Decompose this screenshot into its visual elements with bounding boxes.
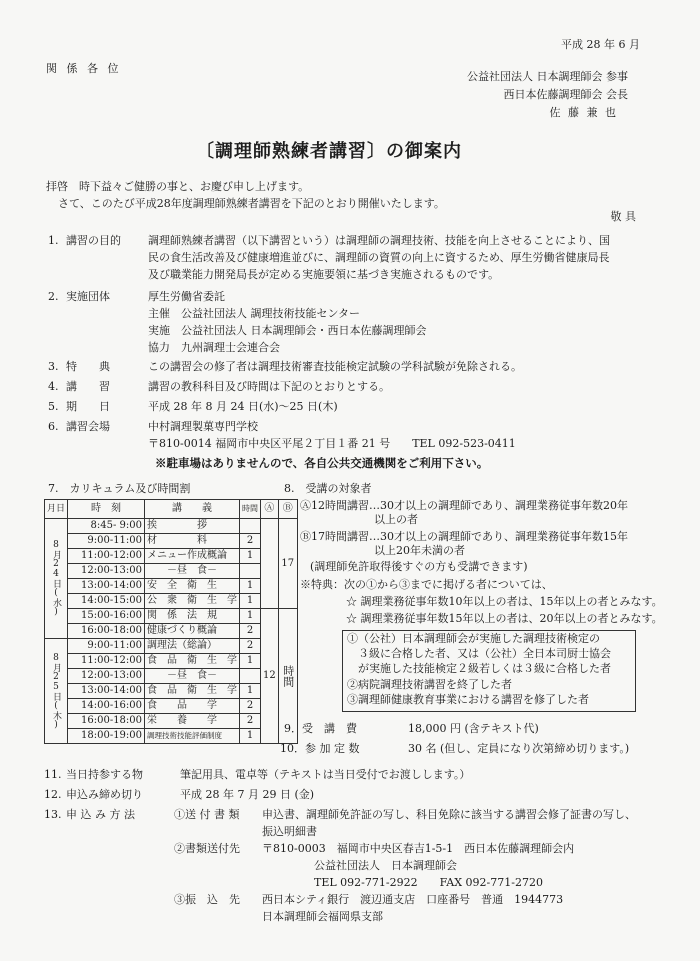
page-title: 〔調理師熟練者講習〕の御案内 <box>196 141 462 162</box>
section-2-line-2: 主催 公益社団法人 調理技術技能センター <box>148 307 361 320</box>
time-cell: 13:00-14:00 <box>68 684 145 699</box>
table-row <box>45 519 298 534</box>
hours-cell: 2 <box>240 699 261 714</box>
time-cell: 18:00-19:00 <box>68 729 145 744</box>
parking-notice: ※駐車場はありませんので、各自公共交通機関をご利用下さい。 <box>155 456 489 470</box>
document-date: 平成 28 年 6 月 <box>561 38 640 51</box>
target-a-line-2: 以上の者 <box>374 513 418 526</box>
hours-cell: 1 <box>240 654 261 669</box>
section-2-line-1: 厚生労働省委託 <box>148 290 225 303</box>
section-7-heading: 7. カリキュラム及び時間割 <box>48 482 191 495</box>
bank-line-1: 西日本シティ銀行 渡辺通支店 口座番号 普通 1944773 <box>262 893 564 906</box>
send-to-line-2: 公益社団法人 日本調理師会 <box>314 859 457 872</box>
deadline-text: 平成 28 年 7 月 29 日 (金) <box>180 788 315 801</box>
section-12-number: 12. <box>44 788 62 801</box>
addressee: 関 係 各 位 <box>46 62 122 75</box>
hours-cell: 2 <box>240 534 261 549</box>
table-row <box>45 564 298 579</box>
section-5-number: 5. <box>48 400 59 413</box>
section-13-label: 申 込 み 方 法 <box>66 808 135 821</box>
col-header-time: 時 刻 <box>68 500 145 519</box>
documents-line-2: 振込明細書 <box>262 825 317 838</box>
qualification-box <box>342 630 636 712</box>
greeting-line-1: 拝啓 時下益々ご健勝の事と、お慶び申し上げます。 <box>46 180 310 193</box>
table-row <box>45 639 298 654</box>
time-cell: 14:00-15:00 <box>68 594 145 609</box>
section-11-number: 11. <box>44 768 62 781</box>
time-cell: 15:00-16:00 <box>68 609 145 624</box>
hours-cell <box>240 669 261 684</box>
time-cell: 12:00-13:00 <box>68 669 145 684</box>
fee-text: 18,000 円 (含テキスト代) <box>408 722 539 735</box>
col-header-date: 月日 <box>45 500 68 519</box>
qualification-line-2: ３級に合格した者、又は（公社）全日本司厨士協会 <box>347 647 611 660</box>
hours-cell: 1 <box>240 594 261 609</box>
b-hours-label: 時間 <box>278 609 297 744</box>
table-row <box>45 699 298 714</box>
documents-label: ①送 付 書 類 <box>174 808 240 821</box>
hours-cell: 1 <box>240 549 261 564</box>
qualification-line-1: ①（公社）日本調理師会が実施した調理技術検定の <box>347 632 600 645</box>
section-1-text-line-1: 調理師熟練者講習（以下講習という）は調理師の調理技術、技能を向上させることにより、国 <box>148 234 610 247</box>
table-row <box>45 669 298 684</box>
greeting-closing: 敬 具 <box>610 210 636 223</box>
section-3-label: 特 典 <box>66 360 110 373</box>
documents-line-1: 申込書、調理師免許証の写し、科目免除に該当する講習会修了証書の写し、 <box>262 808 636 821</box>
subject-cell: 調理技術技能評価制度 <box>145 729 240 744</box>
time-cell: 12:00-13:00 <box>68 564 145 579</box>
subject-cell: 公 衆 衛 生 学 <box>145 594 240 609</box>
table-row <box>45 654 298 669</box>
col-header-b: Ⓑ <box>278 500 297 519</box>
hours-cell: 1 <box>240 729 261 744</box>
a-total-cell: 12 <box>261 609 279 744</box>
table-row <box>45 684 298 699</box>
bank-label: ③振 込 先 <box>174 893 240 906</box>
subject-cell: 材 料 <box>145 534 240 549</box>
table-row <box>45 609 298 624</box>
send-to-label: ②書類送付先 <box>174 842 240 855</box>
items-to-bring: 筆記用具、電卓等（テキストは当日受付でお渡しします。） <box>180 768 471 781</box>
time-cell: 13:00-14:00 <box>68 579 145 594</box>
send-to-line-1: 〒810-0003 福岡市中央区春吉1-5-1 西日本佐藤調理師会内 <box>262 842 575 855</box>
subject-cell: 食 品 衛 生 学 <box>145 684 240 699</box>
a-empty-cell <box>261 519 279 609</box>
time-cell: 9:00-11:00 <box>68 639 145 654</box>
table-row <box>45 714 298 729</box>
sender-line-1: 公益社団法人 日本調理師会 参事 <box>467 70 628 83</box>
hours-cell: 2 <box>240 714 261 729</box>
subject-cell: メニュー作成概論 <box>145 549 240 564</box>
qualification-line-4: ②病院調理技術講習を終了した者 <box>347 678 512 691</box>
section-13-number: 13. <box>44 808 62 821</box>
subject-cell: －昼 食－ <box>145 564 240 579</box>
table-row <box>45 579 298 594</box>
bank-line-2: 日本調理師会福岡県支部 <box>262 910 383 923</box>
time-cell: 11:00-12:00 <box>68 549 145 564</box>
sender-line-2: 西日本佐藤調理師会 会長 <box>503 88 628 101</box>
subject-cell: 栄 養 学 <box>145 714 240 729</box>
subject-cell: 食 品 学 <box>145 699 240 714</box>
table-row <box>45 624 298 639</box>
section-4-text: 講習の教科科目及び時間は下記のとおりとする。 <box>148 380 390 393</box>
table-row <box>45 594 298 609</box>
section-5-text: 平成 28 年 8 月 24 日(水)～25 日(木) <box>148 400 338 413</box>
time-cell: 11:00-12:00 <box>68 654 145 669</box>
section-8-heading: 8. 受講の対象者 <box>284 482 372 495</box>
subject-cell: 食 品 衛 生 学 <box>145 654 240 669</box>
time-cell: 9:00-11:00 <box>68 534 145 549</box>
subject-cell: 健康づくり概論 <box>145 624 240 639</box>
hours-cell <box>240 519 261 534</box>
special-benefit-line: ※特典：次の①から③までに掲げる者については、 <box>300 578 553 591</box>
hours-cell <box>240 564 261 579</box>
table-row <box>45 534 298 549</box>
section-10-label: 10．参 加 定 数 <box>280 742 360 755</box>
section-4-number: 4. <box>48 380 59 393</box>
col-header-a: Ⓐ <box>261 500 279 519</box>
subject-cell: 安 全 衛 生 <box>145 579 240 594</box>
hours-cell: 2 <box>240 639 261 654</box>
section-6-number: 6. <box>48 420 59 433</box>
section-5-label: 期 日 <box>66 400 110 413</box>
target-a-line-1: Ⓐ12時間講習…30才以上の調理師であり、調理業務従事年数20年 <box>300 499 628 512</box>
section-1-text-line-2: 民の食生活改善及び健康増進並びに、調理師の資質の向上に資するため、厚生労働省健康局長 <box>148 251 610 264</box>
venue-address: 〒810-0014 福岡市中央区平尾２丁目１番 21 号 TEL 092-523-0411 <box>148 437 516 450</box>
special-benefit-2: ☆ 調理業務従事年数15年以上の者は、20年以上の者とみなす。 <box>346 612 663 625</box>
col-header-lecture: 講 義 <box>145 500 240 519</box>
subject-cell: －昼 食－ <box>145 669 240 684</box>
section-6-label: 講習会場 <box>66 420 110 433</box>
col-header-hours: 時間 <box>240 500 261 519</box>
subject-cell: 関 係 法 規 <box>145 609 240 624</box>
send-to-line-3: TEL 092-771-2922 FAX 092-771-2720 <box>314 876 543 889</box>
day-2-label: 8月25日(木) <box>45 639 68 744</box>
qualification-line-5: ③調理師健康教育事業における講習を修了した者 <box>347 693 589 706</box>
section-2-number: 2. <box>48 290 59 303</box>
section-2-line-3: 実施 公益社団法人 日本調理師会・西日本佐藤調理師会 <box>148 324 427 337</box>
hours-cell: 1 <box>240 609 261 624</box>
section-4-label: 講 習 <box>66 380 110 393</box>
table-row <box>45 729 298 744</box>
subject-cell: 調理法（総論） <box>145 639 240 654</box>
hours-cell: 1 <box>240 579 261 594</box>
special-benefit-1: ☆ 調理業務従事年数10年以上の者は、15年以上の者とみなす。 <box>346 595 663 608</box>
hours-cell: 2 <box>240 624 261 639</box>
time-cell: 16:00-18:00 <box>68 624 145 639</box>
section-1-label: 講習の目的 <box>66 234 121 247</box>
section-2-line-4: 協力 九州調理士会連合会 <box>148 341 280 354</box>
time-cell: 14:00-16:00 <box>68 699 145 714</box>
time-cell: 8:45- 9:00 <box>68 519 145 534</box>
day-1-label: 8月24日(水) <box>45 519 68 639</box>
section-1-number: 1. <box>48 234 59 247</box>
section-3-number: 3. <box>48 360 59 373</box>
target-b-note: (調理師免許取得後すぐの方も受講できます) <box>310 560 528 573</box>
section-12-label: 申込み締め切り <box>66 788 143 801</box>
capacity-text: 30 名 (但し、定員になり次第締め切ります。) <box>408 742 630 755</box>
section-2-label: 実施団体 <box>66 290 110 303</box>
target-b-line-2: 以上20年未満の者 <box>374 544 465 557</box>
table-header-row <box>45 500 298 519</box>
section-1-text-line-3: 及び職業能力開発局長が定める実施要領に基づき実施されるものです。 <box>148 268 500 281</box>
time-cell: 16:00-18:00 <box>68 714 145 729</box>
table-row <box>45 549 298 564</box>
section-3-text: この講習会の修了者は調理技術審査技能検定試験の学科試験が免除される。 <box>148 360 522 373</box>
greeting-line-2: さて、このたび平成28年度調理師熟練者講習を下記のとおり開催いたします。 <box>58 197 445 210</box>
hours-cell: 1 <box>240 684 261 699</box>
subject-cell: 挨 拶 <box>145 519 240 534</box>
qualification-line-3: が実施した技能検定２級若しくは３級に合格した者 <box>347 662 611 675</box>
curriculum-table <box>44 499 298 744</box>
section-9-label: 9．受 講 費 <box>284 722 357 735</box>
sender-name: 佐 藤 兼 也 <box>549 106 618 119</box>
target-b-line-1: Ⓑ17時間講習…30才以上の調理師であり、調理業務従事年数15年 <box>300 530 628 543</box>
b-total-cell: 17 <box>278 519 297 609</box>
section-11-label: 当日持参する物 <box>66 768 143 781</box>
venue-name: 中村調理製菓専門学校 <box>148 420 258 433</box>
